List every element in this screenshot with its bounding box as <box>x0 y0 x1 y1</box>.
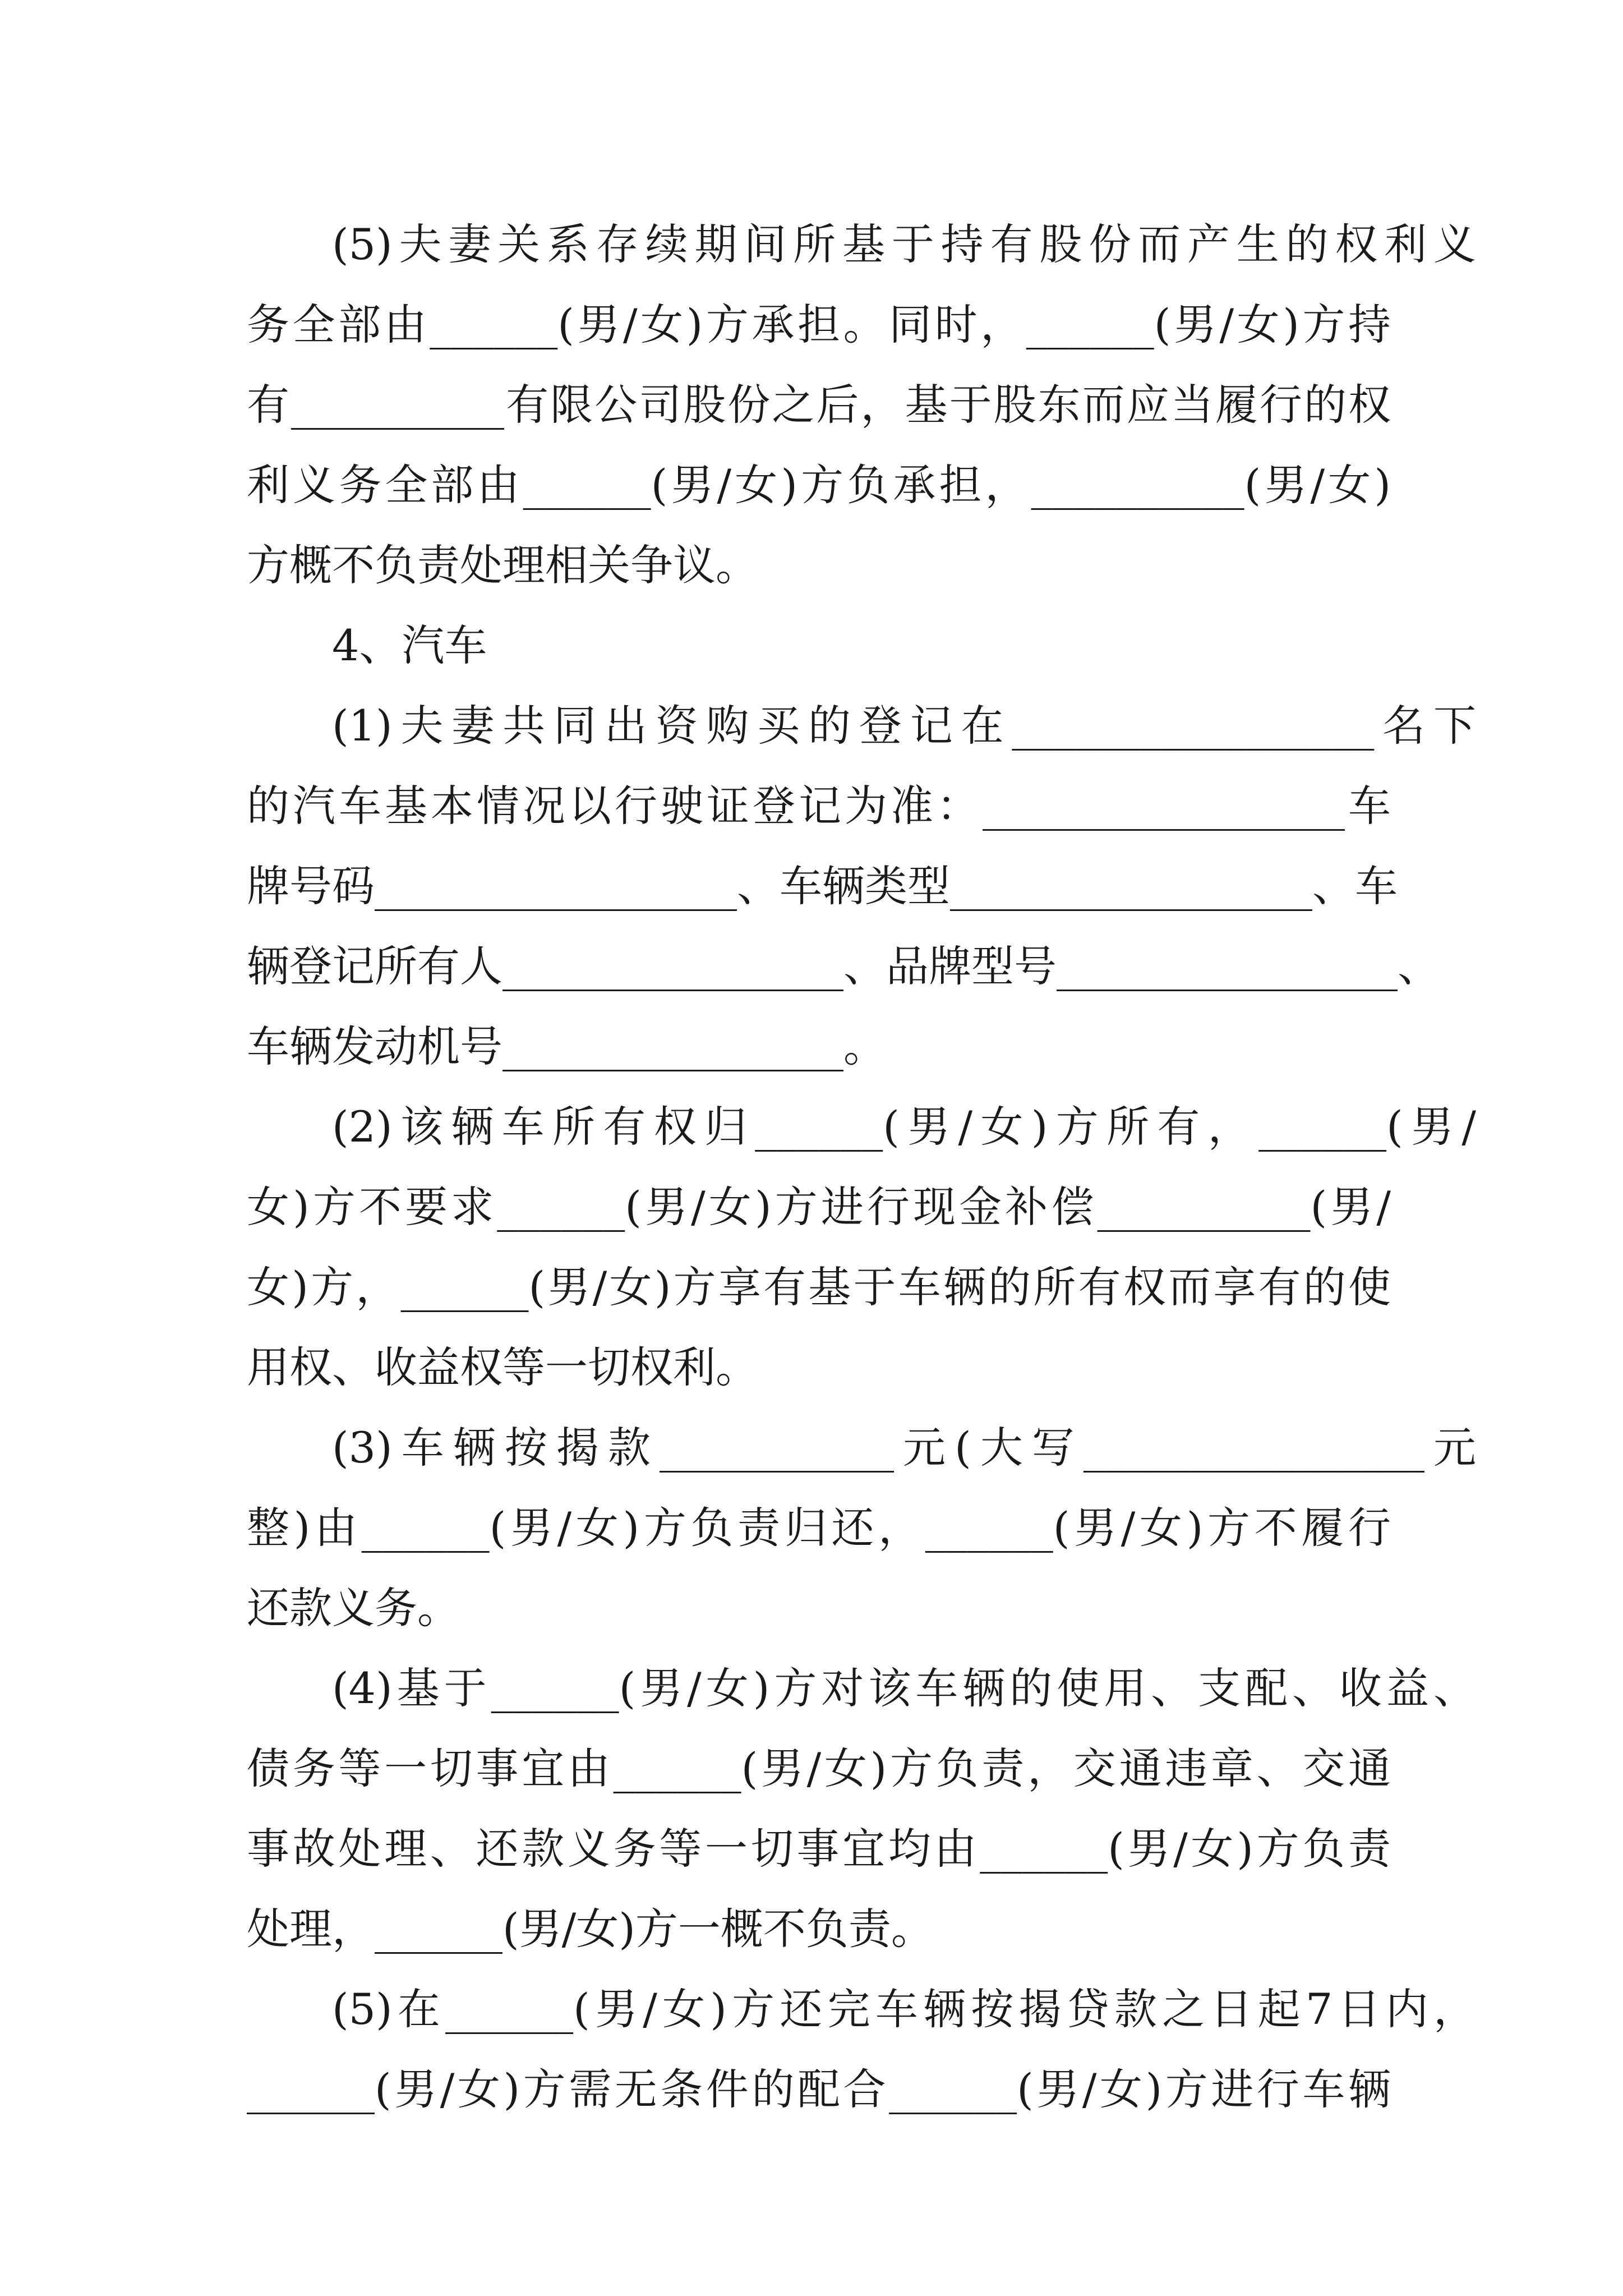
paragraph-line: 用权、收益权等一切权利。 <box>247 1342 758 1392</box>
paragraph-line: ______(男/女)方需无条件的配合______(男/女)方进行车辆 <box>247 2064 1391 2114</box>
paragraph-line: (2)该辆车所有权归______(男/女)方所有，______(男/ <box>332 1102 1476 1152</box>
paragraph-line: 辆登记所有人________________、品牌型号________________、 <box>247 941 1440 991</box>
paragraph-line: 女)方，______(男/女)方享有基于车辆的所有权而享有的使 <box>247 1262 1391 1312</box>
paragraph-line: (5)夫妻关系存续期间所基于持有股份而产生的权利义 <box>332 219 1476 269</box>
paragraph-line: 整)由______(男/女)方负责归还，______(男/女)方不履行 <box>247 1503 1391 1553</box>
paragraph-line: 方概不负责处理相关争议。 <box>247 540 758 590</box>
paragraph-line: 车辆发动机号________________。 <box>247 1022 886 1071</box>
paragraph-line: 牌号码_________________、车辆类型_________________、车 <box>247 861 1398 911</box>
paragraph-line: 的汽车基本情况以行驶证登记为准：_________________车 <box>247 781 1391 831</box>
paragraph-line: 利义务全部由______(男/女)方负承担，__________(男/女) <box>247 460 1391 510</box>
paragraph-line: (3)车辆按揭款___________元(大写________________元 <box>332 1423 1476 1473</box>
paragraph-line: 处理，______(男/女)方一概不负责。 <box>247 1904 934 1954</box>
section-heading: 4、汽车 <box>332 620 487 670</box>
paragraph-line: 事故处理、还款义务等一切事宜均由______(男/女)方负责 <box>247 1824 1391 1874</box>
paragraph-line: 还款义务。 <box>247 1583 460 1633</box>
paragraph-line: 债务等一切事宜由______(男/女)方负责，交通违章、交通 <box>247 1743 1391 1793</box>
paragraph-line: (5)在______(男/女)方还完车辆按揭贷款之日起7日内， <box>332 1984 1476 2034</box>
paragraph-line: (4)基于______(男/女)方对该车辆的使用、支配、收益、 <box>332 1663 1476 1713</box>
paragraph-line: 有__________有限公司股份之后，基于股东而应当履行的权 <box>247 380 1391 430</box>
paragraph-line: 务全部由______(男/女)方承担。同时，______(男/女)方持 <box>247 300 1391 349</box>
paragraph-line: 女)方不要求______(男/女)方进行现金补偿__________(男/ <box>247 1182 1391 1232</box>
paragraph-line: (1)夫妻共同出资购买的登记在_________________名下 <box>332 701 1476 751</box>
